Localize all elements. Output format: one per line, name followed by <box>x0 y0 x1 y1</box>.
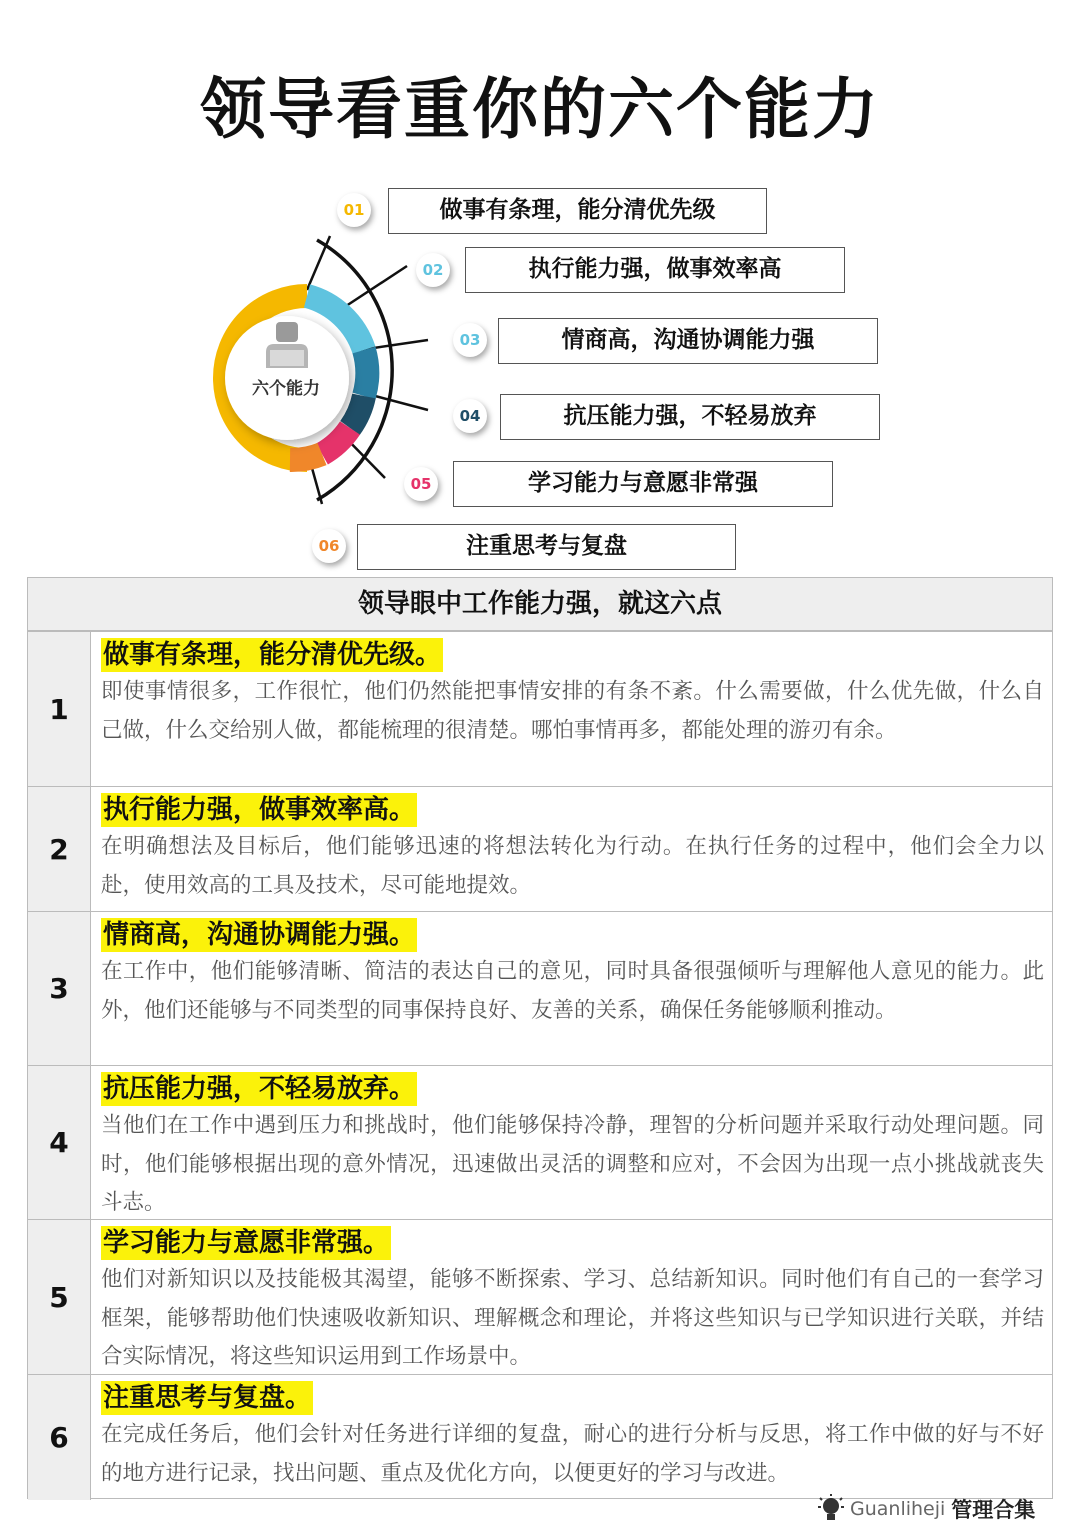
row-number: 6 <box>28 1375 91 1500</box>
badge-04: 04 <box>453 399 487 433</box>
badge-01: 01 <box>337 193 371 227</box>
row-number: 1 <box>28 632 91 786</box>
badge-05: 05 <box>404 467 438 501</box>
item-box-01: 做事有条理，能分清优先级 <box>388 188 767 234</box>
row-description: 在工作中，他们能够清晰、简洁的表达自己的意见，同时具备很强倾听与理解他人意见的能力。此外，他们还能够与不同类型的同事保持良好、友善的关系，确保任务能够顺利推动。 <box>101 959 1044 1023</box>
row-description: 在完成任务后，他们会针对任务进行详细的复盘，耐心的进行分析与反思，将工作中做的好与不好的地方进行记录，找出问题、重点及优化方向，以便更好的学习与改进。 <box>101 1422 1044 1486</box>
row-description: 当他们在工作中遇到压力和挑战时，他们能够保持冷静，理智的分析问题并采取行动处理问题。同时，他们能够根据出现的意外情况，迅速做出灵活的调整和应对，不会因为出现一点小挑战就丧失斗志。 <box>101 1113 1044 1215</box>
table-row <box>28 1065 1052 1219</box>
row-title: 学习能力与意愿非常强。 <box>103 1228 390 1258</box>
table-row <box>28 1219 1052 1374</box>
row-description: 在明确想法及目标后，他们能够迅速的将想法转化为行动。在执行任务的过程中，他们会全力以赴，使用效高的工具及技术，尽可能地提效。 <box>101 834 1044 898</box>
badge-02: 02 <box>416 253 450 287</box>
row-title: 注重思考与复盘。 <box>103 1383 312 1413</box>
row-title: 做事有条理，能分清优先级。 <box>103 640 442 670</box>
six-abilities-diagram <box>0 170 1080 575</box>
table-row <box>28 1374 1052 1500</box>
ring-segment-3 <box>364 350 367 396</box>
row-number: 4 <box>28 1066 91 1219</box>
row-description: 即使事情很多，工作很忙，他们仍然能把事情安排的有条不紊。什么需要做，什么优先做，什么自己做，什么交给别人做，都能梳理的很清楚。哪怕事情再多，都能处理的游刃有余。 <box>101 679 1044 743</box>
item-box-04: 抗压能力强，不轻易放弃 <box>500 394 880 440</box>
row-number: 3 <box>28 912 91 1065</box>
badge-03: 03 <box>453 323 487 357</box>
item-box-02: 执行能力强，做事效率高 <box>465 247 845 293</box>
item-box-03: 情商高，沟通协调能力强 <box>498 318 878 364</box>
row-title: 执行能力强，做事效率高。 <box>103 795 416 825</box>
brand-en: Guanliheji <box>850 1498 946 1520</box>
item-box-06: 注重思考与复盘 <box>357 524 736 570</box>
table-row <box>28 631 1052 786</box>
abilities-table <box>27 577 1053 1499</box>
ring-segment-4 <box>350 396 364 428</box>
row-number: 5 <box>28 1220 91 1374</box>
center-label: 六个能力 <box>252 379 320 399</box>
table-row <box>28 786 1052 911</box>
row-number: 2 <box>28 787 91 911</box>
badge-06: 06 <box>312 529 346 563</box>
row-title: 情商高，沟通协调能力强。 <box>103 920 416 950</box>
item-box-05: 学习能力与意愿非常强 <box>453 461 833 507</box>
ring-segment-6 <box>290 454 322 460</box>
row-description: 他们对新知识以及技能极其渴望，能够不断探索、学习、总结新知识。同时他们有自己的一套学习框架，能够帮助他们快速吸收新知识、理解概念和理论，并将这些知识与已学知识进行关联，并结合实际情况，将这些知识运用到工作场景中。 <box>101 1267 1044 1369</box>
ring-segment-5 <box>322 428 350 454</box>
brand-cn: 管理合集 <box>951 1497 1036 1522</box>
row-title: 抗压能力强，不轻易放弃。 <box>103 1074 416 1104</box>
page-title: 领导看重你的六个能力 <box>200 71 880 148</box>
lightbulb-icon <box>818 1494 844 1524</box>
table-row <box>28 911 1052 1065</box>
table-header: 领导眼中工作能力强，就这六点 <box>28 578 1052 631</box>
footer-logo <box>818 1492 1058 1526</box>
